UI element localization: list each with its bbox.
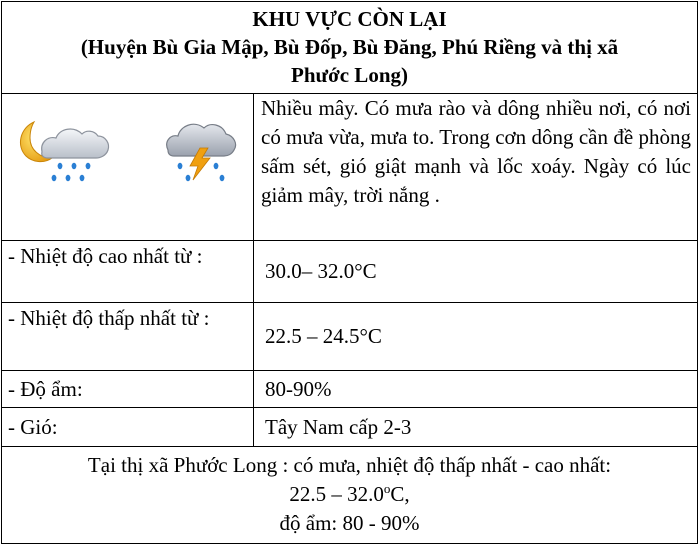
note-temp-unit: C, [390,482,410,506]
region-subtitle-line1: (Huyện Bù Gia Mập, Bù Đốp, Bù Đăng, Phú Riềng và thị xã [80,35,619,59]
region-subtitle-line2: Phước Long) [291,63,408,87]
table-header [2,2,698,94]
phuoc-long-note-line2 [2,480,697,509]
wind-value: Tây Nam cấp 2-3 [254,408,698,447]
humidity-value: 80-90% [254,371,698,408]
min-temp-value: 22.5 – 24.5°C [254,303,698,371]
note-temp-range: 22.5 – 32.0 [289,482,384,506]
forecast-description: Nhiều mây. Có mưa rào và dông nhiều nơi, có nơi có mưa vừa, mưa to. Trong cơn dông cần đề phòng sấm sét, gió giật mạnh và lốc xoáy. Ngày có lúc giảm mây, trời nắng . [254,94,698,241]
min-temp-label: - Nhiệt độ thấp nhất từ : [2,303,254,371]
phuoc-long-note [2,447,698,544]
note-degree-mark: o [383,481,391,496]
moon-cloud-rain-icon [12,108,112,193]
region-title: KHU VỰC CÒN LẠI [252,7,447,31]
phuoc-long-note-line3: độ ẩm: 80 - 90% [279,511,420,535]
humidity-label: - Độ ẩm: [2,371,254,408]
forecast-table [1,1,698,544]
weather-icons-cell [2,94,254,241]
max-temp-label: - Nhiệt độ cao nhất từ : [2,241,254,303]
max-temp-value: 30.0– 32.0°C [254,241,698,303]
wind-label: - Gió: [2,408,254,447]
phuoc-long-note-line1: Tại thị xã Phước Long : có mưa, nhiệt độ thấp nhất - cao nhất: [87,453,612,477]
thunderstorm-rain-icon [160,108,240,193]
